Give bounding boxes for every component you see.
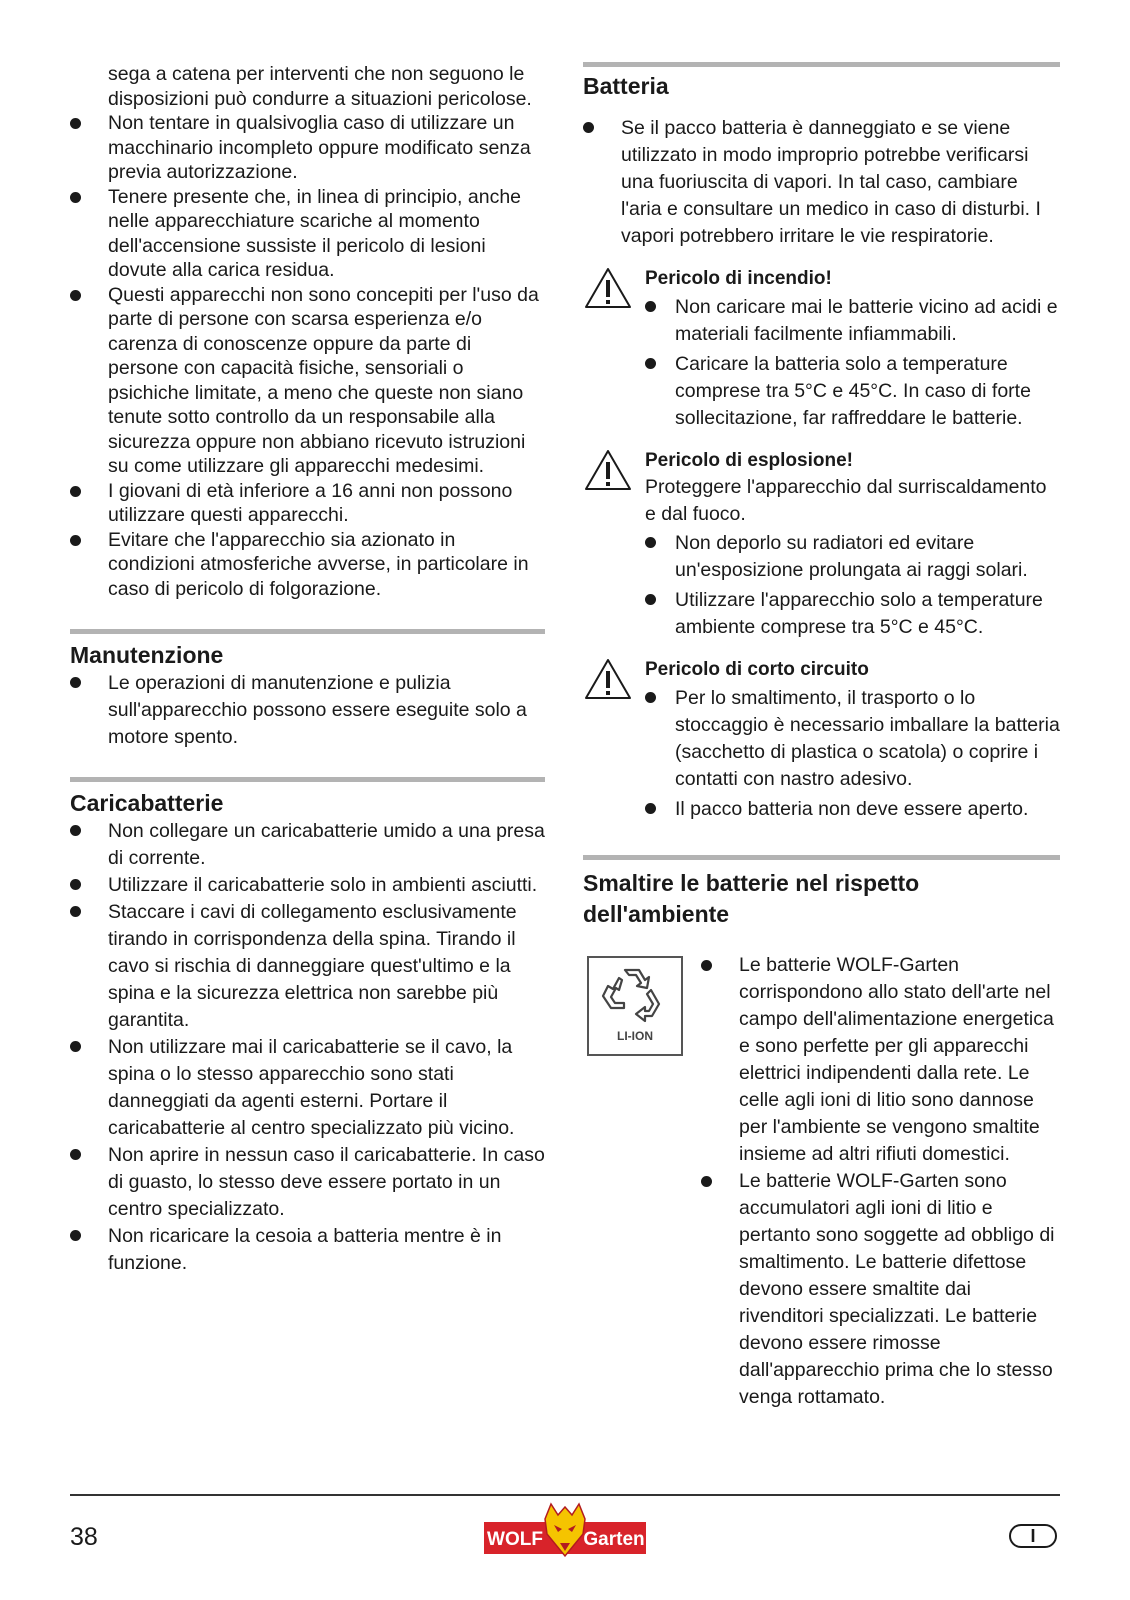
list-item: I giovani di età inferiore a 16 anni non possono utilizzare questi apparecchi. — [70, 479, 545, 528]
section-title: Manutenzione — [70, 642, 224, 668]
warning-list — [645, 685, 1060, 823]
section-rule — [70, 777, 545, 782]
list-item: Le batterie WOLF-Garten corrispondono allo stato dell'arte nel campo dell'alimentazione energetica e sono perfette per gli apparecchi elettrici indipendenti dalla rete. Le celle agli ioni di litio sono dannose per l'ambiente se vengono smaltite insieme ad altri rifiuti domestici. — [701, 952, 1060, 1168]
left-column — [70, 62, 545, 1277]
section-caricabatterie — [70, 777, 545, 1277]
section-list — [70, 670, 545, 751]
list-item: Tenere presente che, in linea di principio, anche nelle apparecchiature scariche al momento dell'accensione sussiste il pericolo di lesioni dovute alla carica residua. — [70, 185, 545, 283]
section-rule — [583, 62, 1060, 67]
list-item: Caricare la batteria solo a temperature comprese tra 5°C e 45°C. In caso di forte sollecitazione, far raffreddare le batterie. — [645, 351, 1060, 432]
list-item: Il pacco batteria non deve essere aperto. — [645, 796, 1060, 823]
disposal-list — [701, 952, 1060, 1411]
list-item: Non deporlo su radiatori ed evitare un'esposizione prolungata ai raggi solari. — [645, 530, 1060, 584]
recycle-liion-icon — [587, 956, 683, 1056]
warning-title: Pericolo di incendio! — [645, 268, 832, 289]
list-item: Staccare i cavi di collegamento esclusivamente tirando in corrispondenza della spina. Tirando il cavo si rischia di danneggiare quest'ultimo e la spina e la sicurezza elettrica non sarebbe più garantita. — [70, 899, 545, 1034]
recycle-icon — [589, 958, 681, 1054]
section-title: Batteria — [583, 73, 669, 99]
list-item: Evitare che l'apparecchio sia azionato in condizioni atmosferiche avverse, in particolare in caso di pericolo di folgorazione. — [70, 528, 545, 602]
warning-list — [645, 530, 1060, 641]
section-list — [583, 115, 1060, 250]
section-manutenzione — [70, 629, 545, 751]
list-item: Se il pacco batteria è danneggiato e se viene utilizzato in modo improprio potrebbe verificarsi una fuoriuscita di vapori. In tal caso, cambiare l'aria e consultare un medico in caso di disturbi. I vapori potrebbero irritare le vie respiratorie. — [583, 115, 1060, 250]
intro-continuation: sega a catena per interventi che non seguono le disposizioni può condurre a situazioni pericolose. — [108, 63, 532, 110]
intro-list — [70, 111, 545, 601]
section-rule — [70, 629, 545, 634]
list-item: Le operazioni di manutenzione e pulizia sull'apparecchio possono essere eseguite solo a motore spento. — [70, 670, 545, 751]
list-item: Questi apparecchi non sono concepiti per l'uso da parte di persone con scarsa esperienza e/o carenza di conoscenze oppure da parte di persone con capacità fisiche, sensoriali o psichiche limitate, a meno che queste non siano tenute sotto controllo da un responsabile alla sicurezza oppure non abbiano ricevuto istruzioni su come utilizzare gli apparecchi medesimi. — [70, 283, 545, 479]
warning-short-circuit — [583, 657, 1060, 823]
section-smaltire — [583, 855, 1060, 1411]
list-item: Non caricare mai le batterie vicino ad acidi e materiali facilmente infiammabili. — [645, 294, 1060, 348]
warning-triangle-icon — [583, 448, 633, 492]
footer-rule — [70, 1494, 1060, 1496]
section-title: Smaltire le batterie nel rispetto dell'ambiente — [583, 870, 920, 927]
language-badge: I — [1009, 1524, 1057, 1548]
warning-fire — [583, 266, 1060, 432]
page-number: 38 — [70, 1523, 98, 1551]
list-item: Non utilizzare mai il caricabatterie se il cavo, la spina o lo stesso apparecchio sono stati danneggiati da agenti esterni. Portare il caricabatterie al centro specializzato più vicino. — [70, 1034, 545, 1142]
warning-list — [645, 294, 1060, 432]
logo-text-left: WOLF — [487, 1529, 543, 1550]
right-column — [583, 62, 1060, 1411]
section-rule — [583, 855, 1060, 860]
list-item: Utilizzare il caricabatterie solo in ambienti asciutti. — [70, 872, 545, 899]
warning-triangle-icon — [583, 657, 633, 701]
list-item: Non aprire in nessun caso il caricabatterie. In caso di guasto, lo stesso deve essere portato in un centro specializzato. — [70, 1142, 545, 1223]
list-item: Utilizzare l'apparecchio solo a temperature ambiente comprese tra 5°C e 45°C. — [645, 587, 1060, 641]
warning-explosion — [583, 448, 1060, 641]
section-batteria — [583, 62, 1060, 823]
list-item: Non collegare un caricabatterie umido a una presa di corrente. — [70, 818, 545, 872]
list-item: Non ricaricare la cesoia a batteria mentre è in funzione. — [70, 1223, 545, 1277]
warning-title: Pericolo di esplosione! — [645, 450, 853, 471]
disposal-block — [583, 952, 1060, 1411]
warning-title: Pericolo di corto circuito — [645, 659, 869, 680]
warning-text: Proteggere l'apparecchio dal surriscaldamento e dal fuoco. — [645, 476, 1047, 525]
list-item: Per lo smaltimento, il trasporto o lo stoccaggio è necessario imballare la batteria (sacchetto di plastica o scatola) o coprire i contatti con nastro adesivo. — [645, 685, 1060, 793]
section-list — [70, 818, 545, 1277]
section-title: Caricabatterie — [70, 790, 224, 816]
wolf-garten-logo — [484, 1501, 646, 1559]
logo-text-right: Garten — [583, 1529, 645, 1550]
liion-label: LI-ION — [617, 1029, 653, 1043]
list-item: Le batterie WOLF-Garten sono accumulatori agli ioni di litio e pertanto sono soggette ad obbligo di smaltimento. Le batterie difettose devono essere smaltite dai rivenditori specializzati. Le batterie devono essere rimosse dall'apparecchio prima che lo stesso venga rottamato. — [701, 1168, 1060, 1411]
warning-triangle-icon — [583, 266, 633, 310]
list-item: Non tentare in qualsivoglia caso di utilizzare un macchinario incompleto oppure modificato senza previa autorizzazione. — [70, 111, 545, 185]
